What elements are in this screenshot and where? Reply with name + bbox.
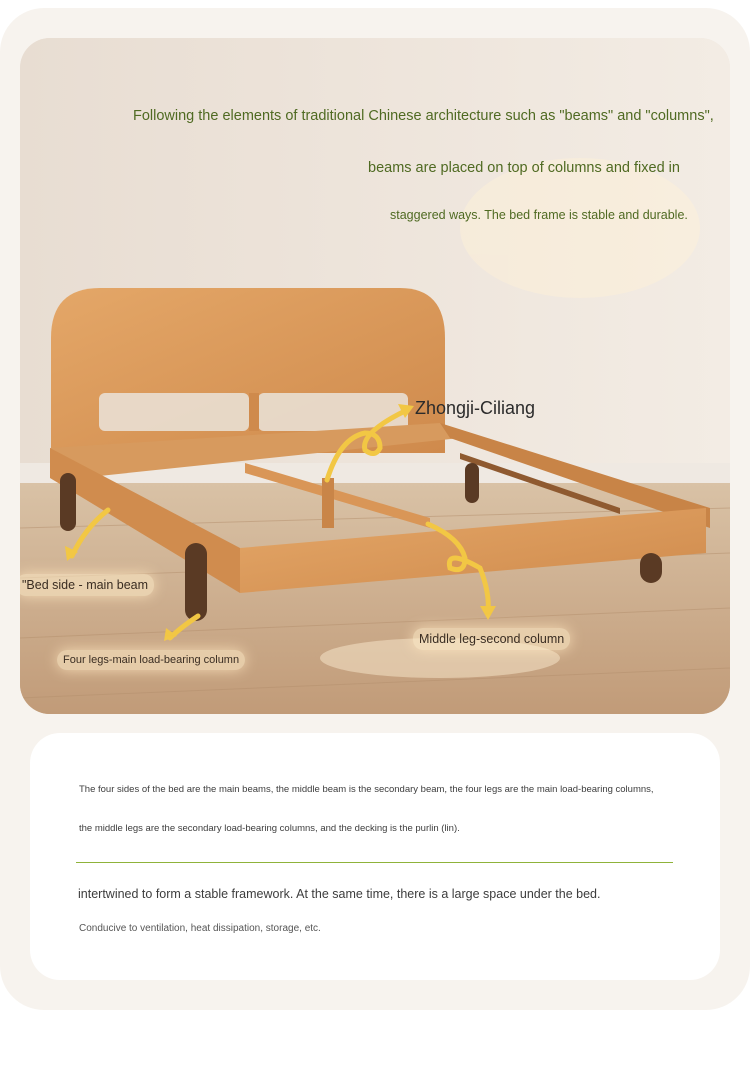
description-line-1: The four sides of the bed are the main beams, the middle beam is the secondary beam, the four legs are the main load-bearing columns,: [79, 784, 654, 795]
headline-line-1: Following the elements of traditional Chinese architecture such as "beams" and "columns",: [133, 108, 714, 124]
description-card: [30, 733, 720, 980]
callout-bed-side: "Bed side - main beam: [20, 574, 154, 596]
callout-middle-leg: Middle leg-second column: [413, 628, 570, 650]
description-line-2: the middle legs are the secondary load-bearing columns, and the decking is the purlin (lin).: [79, 823, 460, 834]
callout-four-legs: Four legs-main load-bearing column: [57, 650, 245, 670]
headline-line-2: beams are placed on top of columns and fixed in: [368, 160, 680, 176]
divider: [76, 862, 673, 863]
bed-illustration: [20, 38, 730, 714]
headline-line-3: staggered ways. The bed frame is stable and durable.: [390, 208, 688, 222]
outer-card: [0, 8, 750, 1010]
callout-zhongji: Zhongji-Ciliang: [415, 398, 536, 418]
description-line-3: intertwined to form a stable framework. At the same time, there is a large space under the bed.: [78, 887, 601, 901]
description-line-4: Conducive to ventilation, heat dissipation, storage, etc.: [79, 923, 321, 934]
bed-photo: [20, 38, 730, 714]
